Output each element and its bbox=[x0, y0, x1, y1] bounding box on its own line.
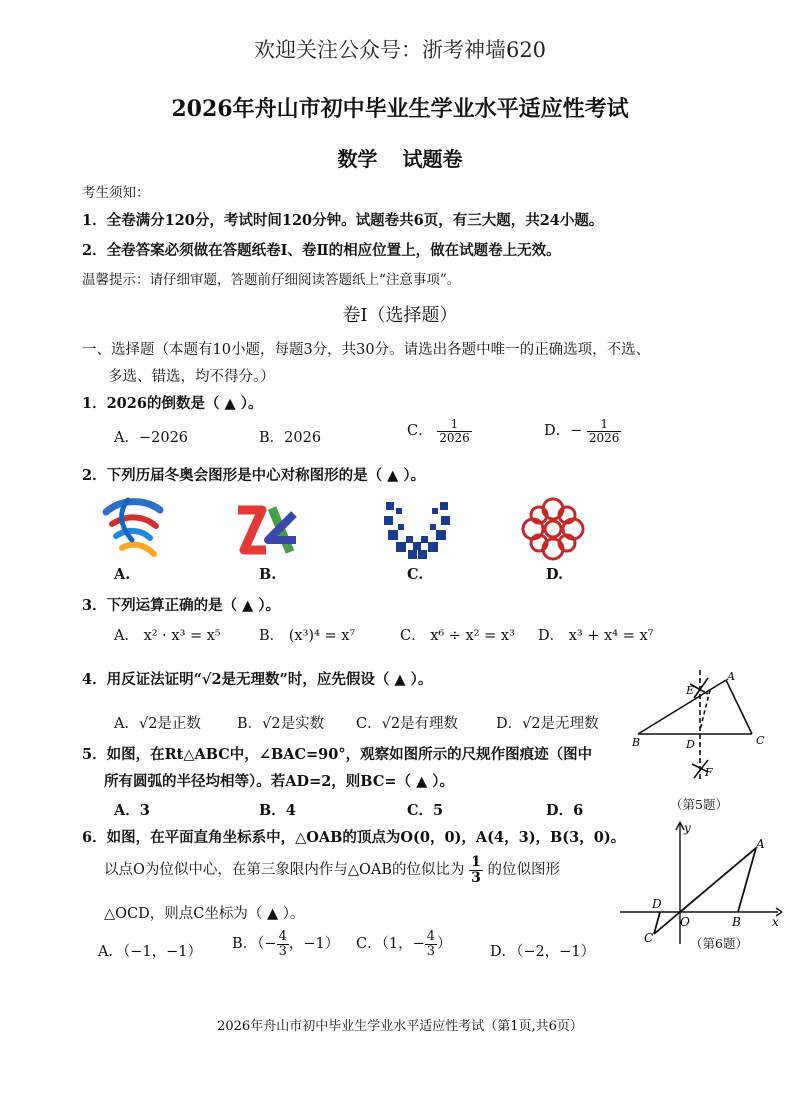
q5-label-f: F bbox=[705, 766, 713, 779]
q6-side-ab bbox=[738, 848, 756, 912]
q6-line-1: 6．如图，在平面直角坐标系中，△OAB的顶点为O(0，0)，A(4，3)，B(3，0)。 bbox=[82, 829, 626, 846]
q5-figure-caption: （第5题） bbox=[670, 797, 728, 812]
q6-line-3: △OCD，则点C坐标为（ ▲ ）。 bbox=[104, 906, 305, 922]
header-note: 欢迎关注公众号：浙考神墙620 bbox=[253, 38, 547, 62]
q1-option-b: B．2026 bbox=[259, 430, 322, 446]
q1-option-c: C． $\frac{1}{2026}$ bbox=[407, 417, 470, 445]
q5-label-e: E bbox=[686, 684, 695, 697]
q5-side-ac bbox=[726, 680, 752, 734]
q1-option-d: D．− $\frac{1}{2026}$ bbox=[544, 417, 620, 445]
q6-label-d: D bbox=[652, 897, 662, 911]
notice-item-1: 1．全卷满分120分，考试时间120分钟。试题卷共6页，有三大题，共24小题。 bbox=[82, 212, 604, 229]
q6-figure-caption: （第6题） bbox=[690, 936, 748, 951]
notice-item-2: 2．全卷答案必须做在答题纸卷Ⅰ、卷Ⅱ的相应位置上，做在试题卷上无效。 bbox=[82, 242, 561, 259]
exam-title: 2026年舟山市初中毕业生学业水平适应性考试 bbox=[171, 96, 629, 122]
pyeongchang-2018-emblem-image bbox=[232, 500, 302, 562]
beijing-2022-emblem-image bbox=[98, 492, 170, 564]
q2-option-b: B. bbox=[259, 566, 277, 583]
q6-option-d: D．（−2，−1） bbox=[490, 944, 596, 960]
notice-tip: 温馨提示：请仔细审题，答题前仔细阅读答题纸上“注意事项”。 bbox=[82, 272, 461, 288]
q5-label-a: A bbox=[727, 670, 735, 683]
q6-option-b: B．（− $\frac{4}{3}$ ，−1） bbox=[232, 929, 340, 959]
q5-label-b: B bbox=[632, 736, 641, 749]
q6-option-a: A．（−1，−1） bbox=[98, 944, 202, 960]
q3-stem: 3．下列运算正确的是（ ▲ ）。 bbox=[82, 597, 281, 614]
q5-line-2: 所有圆弧的半径均相等）。若AD=2，则BC=（ ▲ ）。 bbox=[104, 773, 455, 790]
q4-option-b: B．√2是实数 bbox=[237, 716, 325, 732]
q1-option-a: A．−2026 bbox=[114, 430, 189, 446]
q1-stem: 1．2026的倒数是（ ▲ ）。 bbox=[82, 395, 263, 412]
section-title: 卷Ⅰ（选择题） bbox=[342, 305, 458, 326]
q3-option-a: A． x² · x³ = x⁵ bbox=[114, 628, 221, 644]
tokyo-2020-emblem-image bbox=[380, 496, 454, 570]
q5-side-ab bbox=[638, 680, 726, 734]
q5-line-1: 5．如图，在Rt△ABC中，∠BAC=90°，观察如图所示的尺规作图痕迹（图中 bbox=[82, 746, 593, 763]
page-footer: 2026年舟山市初中毕业生学业水平适应性考试（第1页,共6页） bbox=[217, 1019, 583, 1034]
q6-side-oa bbox=[680, 848, 756, 912]
q6-label-x: x bbox=[772, 915, 779, 929]
q6-line-2: 以点O为位似中心，在第三象限内作与△OAB的位似比为 $\frac{1}{3}$ 的位似图形 bbox=[104, 854, 561, 886]
q3-option-c: C． x⁶ ÷ x² = x³ bbox=[400, 628, 515, 644]
q5-label-c: C bbox=[756, 734, 765, 747]
q2-option-c: C. bbox=[407, 566, 424, 583]
q6-label-o: O bbox=[680, 915, 690, 929]
q4-option-c: C．√2是有理数 bbox=[356, 716, 459, 732]
q5-option-b: B．4 bbox=[259, 802, 296, 819]
q6-label-b: B bbox=[732, 915, 741, 929]
q5-option-d: D．6 bbox=[546, 802, 584, 819]
q6-label-a: A bbox=[756, 837, 765, 851]
q5-segment-ad bbox=[700, 690, 710, 730]
q6-label-c: C bbox=[644, 931, 654, 945]
q4-option-a: A．√2是正数 bbox=[114, 716, 201, 732]
q2-option-a: A. bbox=[114, 566, 131, 583]
q3-option-d: D． x³ + x⁴ = x⁷ bbox=[538, 628, 654, 644]
q2-option-d: D. bbox=[546, 566, 564, 583]
salt-lake-2002-emblem-image bbox=[516, 492, 590, 566]
q6-figure bbox=[618, 818, 788, 948]
q6-label-y: y bbox=[684, 821, 691, 835]
notice-heading: 考生须知： bbox=[82, 185, 150, 201]
q5-label-d: D bbox=[686, 738, 695, 751]
q2-stem: 2．下列历届冬奥会图形是中心对称图形的是（ ▲ ）。 bbox=[82, 467, 426, 484]
exam-subtitle: 数学 试题卷 bbox=[337, 147, 463, 171]
part-one-line-2: 多选、错选，均不得分。） bbox=[108, 369, 275, 385]
q5-option-c: C．5 bbox=[407, 802, 444, 819]
q4-stem: 4．用反证法证明“√2是无理数”时，应先假设（ ▲ ）。 bbox=[82, 671, 433, 688]
part-one-line-1: 一、选择题（本题有10小题，每题3分，共30分。请选出各题中唯一的正确选项，不选、 bbox=[82, 342, 651, 358]
q5-figure bbox=[628, 668, 778, 788]
q5-option-a: A．3 bbox=[114, 802, 150, 819]
q3-option-b: B． (x³)⁴ = x⁷ bbox=[259, 628, 356, 644]
q6-option-c: C．（1，− $\frac{4}{3}$ ） bbox=[356, 929, 452, 959]
q4-option-d: D．√2是无理数 bbox=[496, 716, 599, 732]
